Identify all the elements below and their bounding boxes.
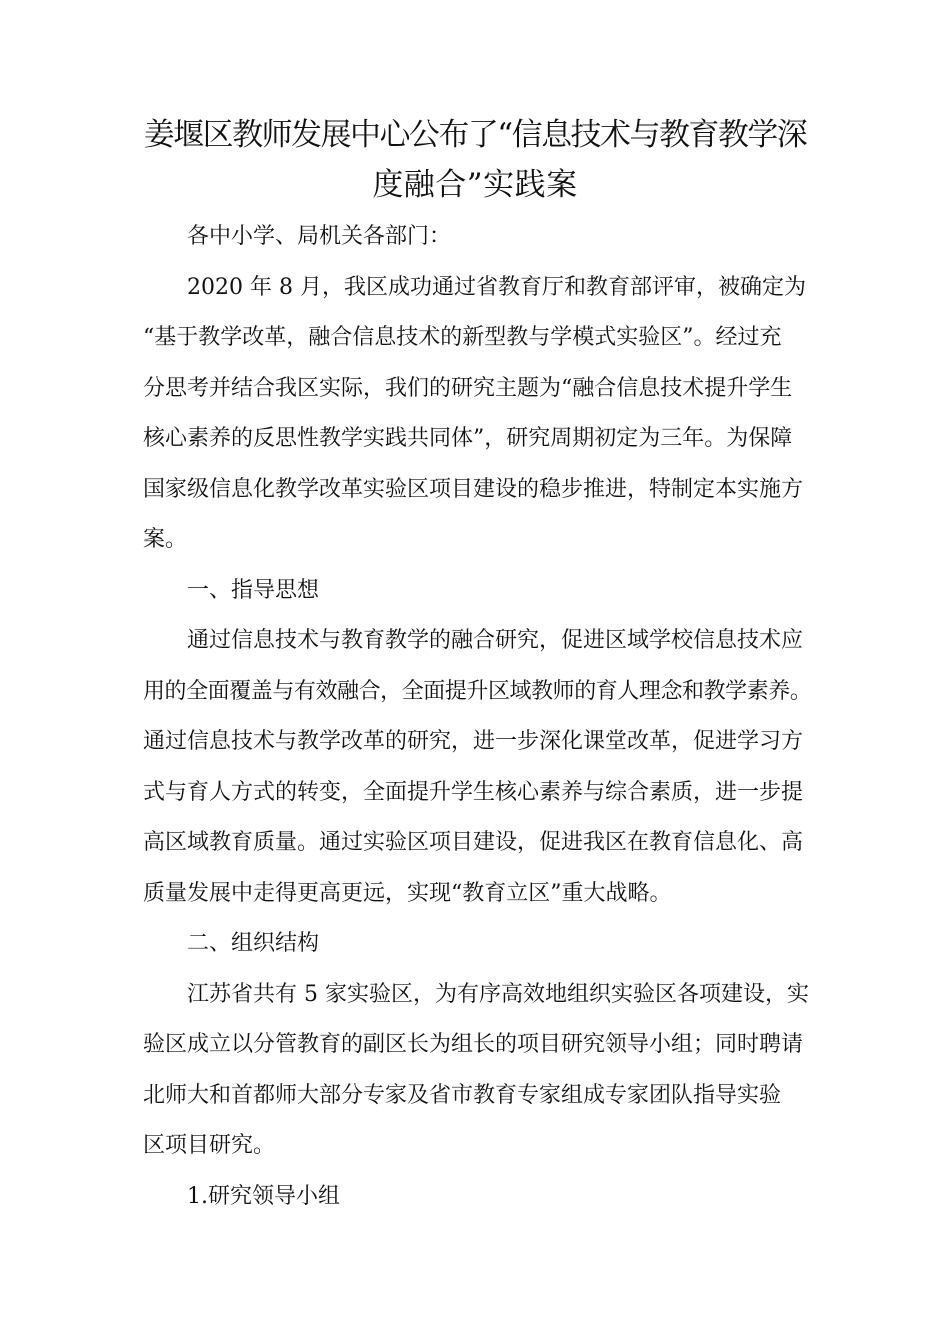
title-line-1: 姜堰区教师发展中心公布了“信息技术与教育教学深: [143, 117, 807, 153]
paragraph-line: 核心素养的反思性教学实践共同体”，研究周期初定为三年。为保障: [143, 426, 793, 451]
section-heading: 二、组织结构: [187, 931, 320, 956]
paragraph-line: 案。: [143, 527, 188, 552]
paragraph-line: 2020 年 8 月，我区成功通过省教育厅和教育部评审，被确定为: [187, 274, 806, 300]
paragraph-line: 通过信息技术与教学改革的研究，进一步深化课堂改革，促进学习方: [143, 729, 804, 754]
salutation-paragraph: [143, 212, 811, 263]
subsection-heading: 1.研究领导小组: [187, 1183, 340, 1209]
intro-paragraph: [143, 263, 811, 566]
paragraph-line: 验区成立以分管教育的副区长为组长的项目研究领导小组；同时聘请: [143, 1032, 804, 1057]
section-heading: 一、指导思想: [187, 577, 320, 603]
section-heading-guiding-thought: [143, 566, 811, 617]
paragraph-line: 式与育人方式的转变，全面提升学生核心素养与综合素质，进一步提: [143, 779, 804, 805]
paragraph-line: 各中小学、局机关各部门：: [187, 224, 452, 249]
paragraph-line: 分思考并结合我区实际，我们的研究主题为“融合信息技术提升学生: [143, 375, 793, 401]
paragraph-line: 国家级信息化教学改革实验区项目建设的稳步推进，特制定本实施方: [143, 476, 804, 502]
title-line-2: 度融合”实践案: [372, 167, 578, 203]
document-body: [143, 212, 811, 1222]
paragraph-line: 区项目研究。: [143, 1133, 276, 1158]
paragraph-line: 江苏省共有 5 家实验区，为有序高效地组织实验区各项建设，实: [187, 981, 809, 1007]
paragraph-line: 北师大和首都师大部分专家及省市教育专家组成专家团队指导实验: [143, 1082, 782, 1108]
paragraph-line: 用的全面覆盖与有效融合，全面提升区域教师的育人理念和教学素养。: [143, 678, 812, 704]
paragraph-line: “基于教学改革，融合信息技术的新型教与学模式实验区”。经过充: [143, 325, 782, 350]
section-heading-organization: [143, 919, 811, 970]
paragraph-line: 质量发展中走得更高更远，实现“教育立区”重大战略。: [143, 880, 672, 906]
guiding-thought-paragraph: [143, 616, 811, 919]
subheading-leadership-group: [143, 1172, 811, 1223]
paragraph-line: 通过信息技术与教育教学的融合研究，促进区域学校信息技术应: [187, 628, 804, 653]
organization-paragraph: [143, 970, 811, 1172]
document-title: [140, 110, 810, 210]
paragraph-line: 高区域教育质量。通过实验区项目建设，促进我区在教育信息化、高: [143, 830, 804, 855]
